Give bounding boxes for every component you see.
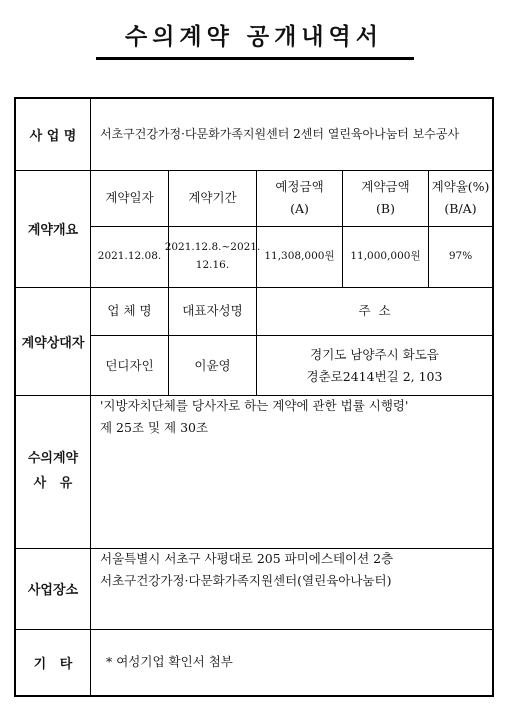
header-estimated-amount [257, 170, 342, 226]
reason-text [100, 395, 490, 548]
etc-text: * 여성기업 확인서 첨부 [106, 654, 233, 670]
estimated-amount-value: 11,308,000원 [264, 250, 335, 263]
company-name: 던디자인 [105, 357, 154, 373]
reason-line1: '지방자치단체를 당사자로 하는 계약에 관한 법률 시행령' [100, 398, 409, 413]
header-rate-line1: 계약율(%) [431, 179, 490, 195]
header-contract-rate [429, 170, 492, 226]
period-line2: 12.16. [195, 259, 230, 271]
location-text [100, 548, 490, 629]
location-line2: 서초구건강가정·다문화가족지원센터(열린육아나눔터) [100, 572, 392, 588]
header-amount-line2: (B) [376, 201, 395, 216]
address-line2: 경춘로2414번길 2, 103 [306, 368, 443, 384]
header-address: 주 소 [358, 303, 391, 319]
period-line1: 2021.12.8.~2021. [164, 241, 261, 254]
contract-rate-value: 97% [448, 250, 473, 263]
header-estimated-line2: (A) [290, 201, 309, 216]
reason-label [16, 395, 90, 548]
header-estimated-line1: 예정금액 [275, 179, 324, 195]
contract-date-value: 2021.12.08. [97, 250, 162, 263]
reason-line2: 제 25조 및 제 30조 [100, 419, 209, 435]
reason-label-line1: 수의계약 [27, 450, 79, 466]
location-label: 사업장소 [27, 583, 79, 598]
header-contract-amount [343, 170, 428, 226]
document-title: 수의계약 공개내역서 [125, 24, 383, 50]
address-line1: 경기도 남양주시 화도읍 [310, 346, 439, 362]
contract-amount-value: 11,000,000원 [350, 250, 421, 263]
project-label: 사 업 명 [29, 129, 77, 144]
etc-label: 기 타 [33, 656, 73, 672]
header-amount-line1: 계약금액 [361, 179, 410, 195]
contract-period-value [164, 227, 261, 287]
title-underline [96, 57, 414, 60]
header-contract-period: 계약기간 [188, 190, 237, 206]
header-company: 업 체 명 [107, 303, 152, 319]
company-address [257, 336, 492, 395]
disclosure-table [14, 97, 494, 697]
reason-label-line2: 사 유 [33, 475, 73, 491]
header-representative: 대표자성명 [182, 303, 243, 319]
contract-label: 계약개요 [27, 223, 79, 238]
header-contract-date: 계약일자 [105, 190, 154, 206]
party-label: 계약상대자 [21, 335, 85, 351]
header-rate-line2: (B/A) [444, 201, 477, 216]
project-name: 서초구건강가정·다문화가족지원센터 2센터 열린육아나눔터 보수공사 [100, 127, 460, 141]
location-line1: 서울특별시 서초구 사평대로 205 파미에스테이션 2층 [100, 551, 394, 566]
representative-name: 이윤영 [194, 357, 231, 373]
